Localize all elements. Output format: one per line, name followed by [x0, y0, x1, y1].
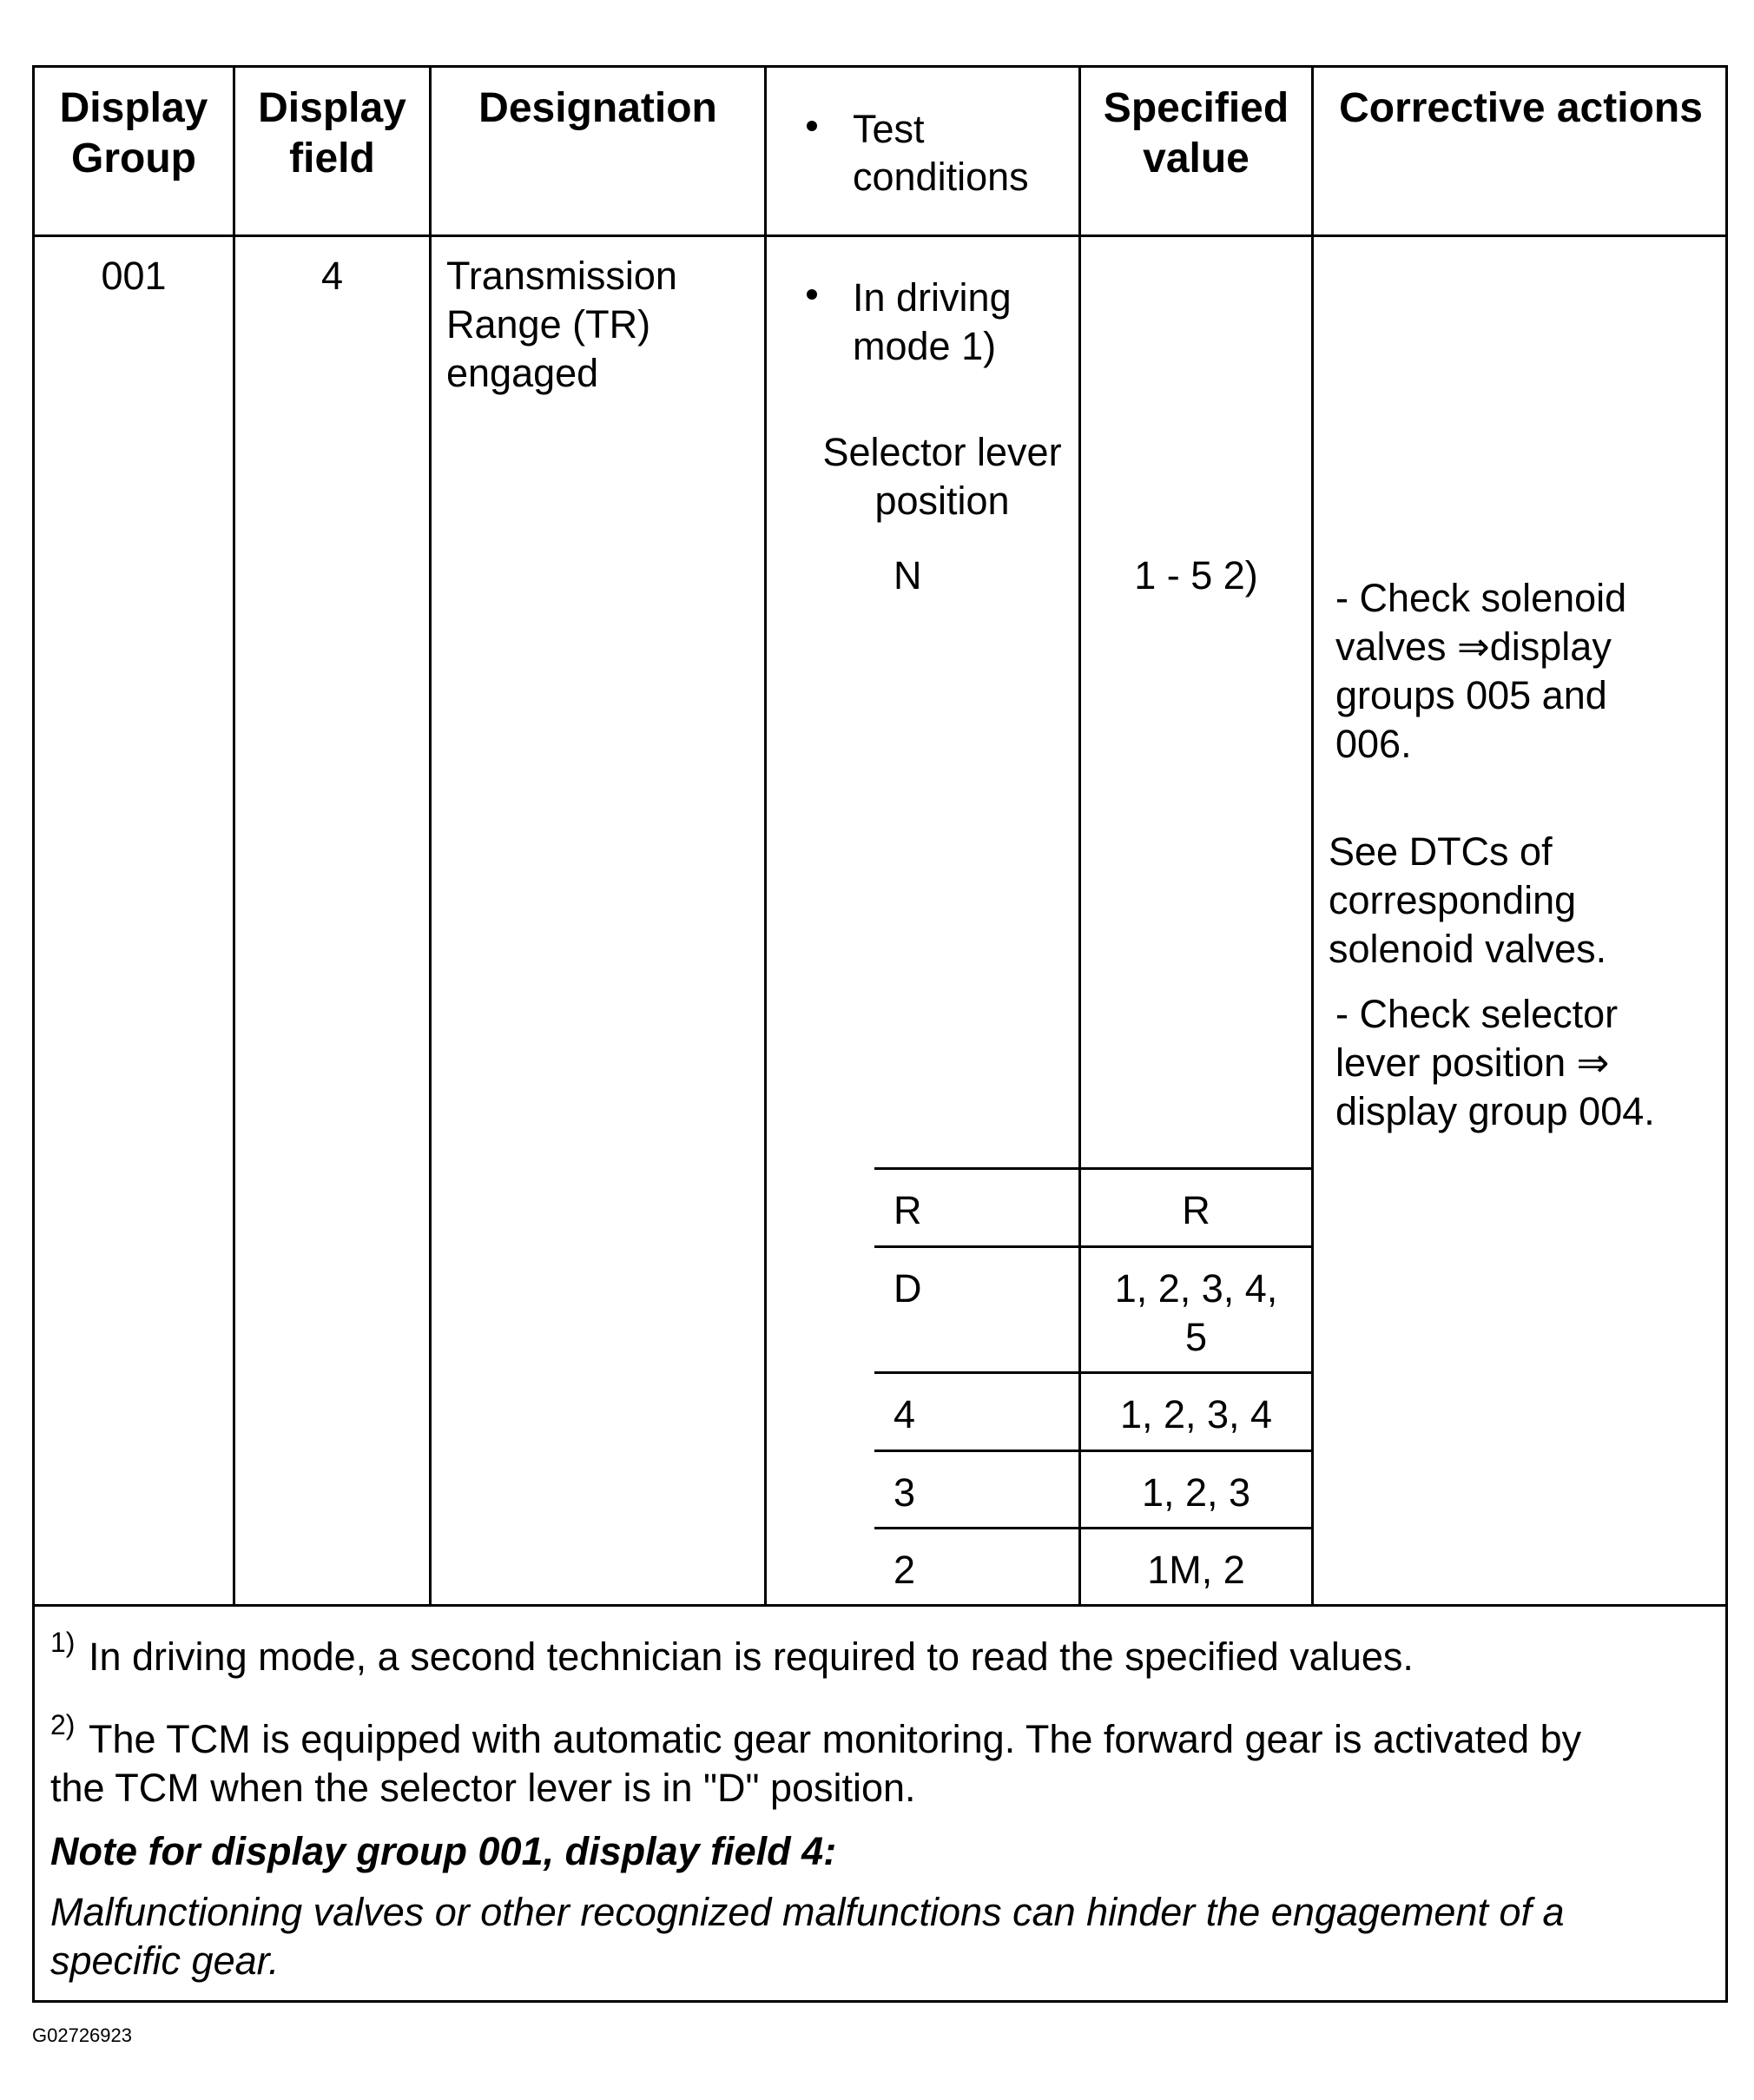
subtable-divider: [874, 1527, 1313, 1529]
column-divider: [1311, 65, 1314, 1605]
column-divider: [764, 65, 767, 1605]
subtable-divider: [874, 1450, 1313, 1452]
footnote-2-marker: 2): [50, 1709, 76, 1740]
header-specified-value: Specified value: [1103, 85, 1289, 182]
header-test-conditions: Test conditions: [853, 107, 1029, 199]
selector-position-2: 2: [893, 1548, 916, 1592]
header-divider: [32, 234, 1728, 237]
bullet-icon: [807, 289, 817, 300]
specified-value-r: R: [1182, 1188, 1210, 1232]
corrective-action-solenoid: - Check solenoid valves ⇒display groups 005 and 006.: [1335, 576, 1627, 766]
footnote-1-marker: 1): [50, 1627, 76, 1658]
subtable-divider: [874, 1245, 1313, 1248]
bullet-icon: [807, 121, 817, 131]
column-divider: [429, 65, 432, 1605]
subtable-divider: [874, 1167, 1313, 1170]
figure-code: G02726923: [32, 2024, 132, 2046]
selector-position-4: 4: [893, 1392, 916, 1436]
note-heading: Note for display group 001, display field 4:: [50, 1829, 837, 1873]
corrective-action-selector: - Check selector lever position ⇒ display group 004.: [1335, 992, 1655, 1133]
selector-position-n: N: [893, 553, 922, 598]
cell-display-field: 4: [320, 254, 344, 298]
specified-value-d: 1, 2, 3, 4, 5: [1114, 1266, 1278, 1359]
footnote-2-text: The TCM is equipped with automatic gear monitoring. The forward gear is activated by the TCM when the selector lever is in "D" position.: [50, 1717, 1582, 1810]
header-corrective-actions: Corrective actions: [1339, 85, 1703, 131]
specified-value-4: 1, 2, 3, 4: [1119, 1392, 1273, 1436]
condition-driving-mode: In driving mode 1): [853, 275, 1012, 368]
specified-value-2: 1M, 2: [1147, 1548, 1245, 1592]
note-text: Malfunctioning valves or other recognized malfunctions can hinder the engagement of a specific gear.: [50, 1890, 1565, 1983]
specified-value-n: 1 - 5 2): [1134, 553, 1258, 598]
cell-display-group: 001: [101, 254, 167, 298]
footnote-divider: [32, 1604, 1728, 1607]
header-display-field: Display field: [258, 85, 406, 182]
footnote-1-text: In driving mode, a second technician is required to read the specified values.: [89, 1634, 1414, 1679]
header-display-group: Display Group: [59, 85, 208, 182]
specified-value-3: 1, 2, 3: [1141, 1470, 1251, 1515]
selector-position-d: D: [893, 1266, 922, 1311]
corrective-action-dtcs: See DTCs of corresponding solenoid valves.: [1329, 829, 1607, 971]
cell-designation: Transmission Range (TR) engaged: [446, 254, 677, 395]
selector-position-r: R: [893, 1188, 922, 1232]
header-designation: Designation: [478, 85, 717, 131]
column-divider: [1078, 65, 1081, 1605]
selector-lever-label: Selector lever position: [822, 430, 1062, 523]
subtable-divider: [874, 1371, 1313, 1374]
selector-position-3: 3: [893, 1470, 916, 1515]
